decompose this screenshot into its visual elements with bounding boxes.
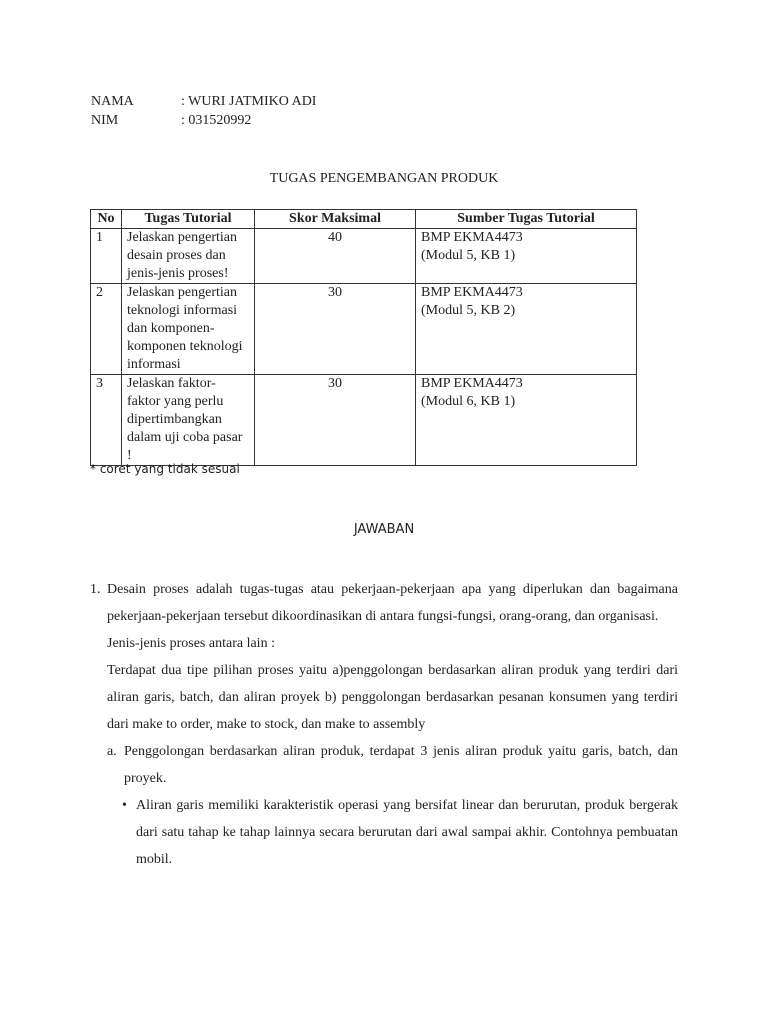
answer-section	[90, 576, 678, 873]
table-row	[91, 375, 637, 466]
row-no: 3	[91, 375, 122, 466]
bullet-text: Aliran garis memiliki karakteristik operasi yang bersifat linear dan berurutan, produk bergerak dari satu tahap ke tahap lainnya secara berurutan dari awal sampai akhir. Contohnya pembuatan mobil.	[136, 798, 678, 867]
table-row	[91, 229, 637, 284]
name-label: NAMA	[91, 94, 134, 109]
row-task: Jelaskan pengertian desain proses dan jenis-jenis proses!	[122, 229, 255, 284]
row-score: 30	[255, 375, 416, 466]
task-table	[90, 209, 637, 466]
sub-item-text: Penggolongan berdasarkan aliran produk, terdapat 3 jenis aliran produk yaitu garis, batch, dan proyek.	[124, 744, 678, 786]
source-book: BMP EKMA4473	[421, 285, 523, 300]
nim-value: : 031520992	[181, 113, 252, 128]
sub-item-a	[90, 738, 678, 792]
item-text: Desain proses adalah tugas-tugas atau pekerjaan-pekerjaan apa yang diperlukan dan bagaimana pekerjaan-pekerjaan tersebut dikoordinasikan di antara fungsi-fungsi, orang-orang, dan organisasi.	[107, 582, 678, 624]
row-score: 40	[255, 229, 416, 284]
name-value: : WURI JATMIKO ADI	[181, 94, 317, 109]
footnote: * coret yang tidak sesuai	[90, 462, 240, 476]
item-number: 1.	[90, 582, 101, 597]
table-row	[91, 284, 637, 375]
row-source	[416, 229, 637, 284]
header-source: Sumber Tugas Tutorial	[416, 210, 637, 229]
row-task: Jelaskan faktor-faktor yang perlu dipertimbangkan dalam uji coba pasar !	[122, 375, 255, 466]
bullet-item	[90, 792, 678, 873]
answer-item-1	[90, 576, 678, 630]
header-task: Tugas Tutorial	[122, 210, 255, 229]
source-module: (Modul 5, KB 1)	[421, 248, 516, 263]
header-no: No	[91, 210, 122, 229]
source-module: (Modul 6, KB 1)	[421, 394, 516, 409]
table-header-row	[91, 210, 637, 229]
bullet-marker: •	[122, 798, 127, 813]
types-intro: Jenis-jenis proses antara lain :	[107, 636, 275, 651]
types-paragraph: Terdapat dua tipe pilihan proses yaitu a)penggolongan berdasarkan aliran produk yang terdiri dari aliran garis, batch, dan aliran proyek b) penggolongan berdasarkan pesanan konsumen yang terdiri dari make to order, make to stock, dan make to assembly	[107, 663, 678, 732]
row-source	[416, 375, 637, 466]
source-book: BMP EKMA4473	[421, 230, 523, 245]
source-book: BMP EKMA4473	[421, 376, 523, 391]
source-module: (Modul 5, KB 2)	[421, 303, 516, 318]
document-title: TUGAS PENGEMBANGAN PRODUK	[269, 171, 499, 186]
sub-item-marker: a.	[107, 744, 117, 759]
header-score: Skor Maksimal	[255, 210, 416, 229]
row-no: 2	[91, 284, 122, 375]
row-score: 30	[255, 284, 416, 375]
row-source	[416, 284, 637, 375]
row-no: 1	[91, 229, 122, 284]
answer-title: JAWABAN	[353, 522, 415, 537]
row-task: Jelaskan pengertian teknologi informasi dan komponen-komponen teknologi informasi	[122, 284, 255, 375]
nim-label: NIM	[91, 113, 119, 128]
